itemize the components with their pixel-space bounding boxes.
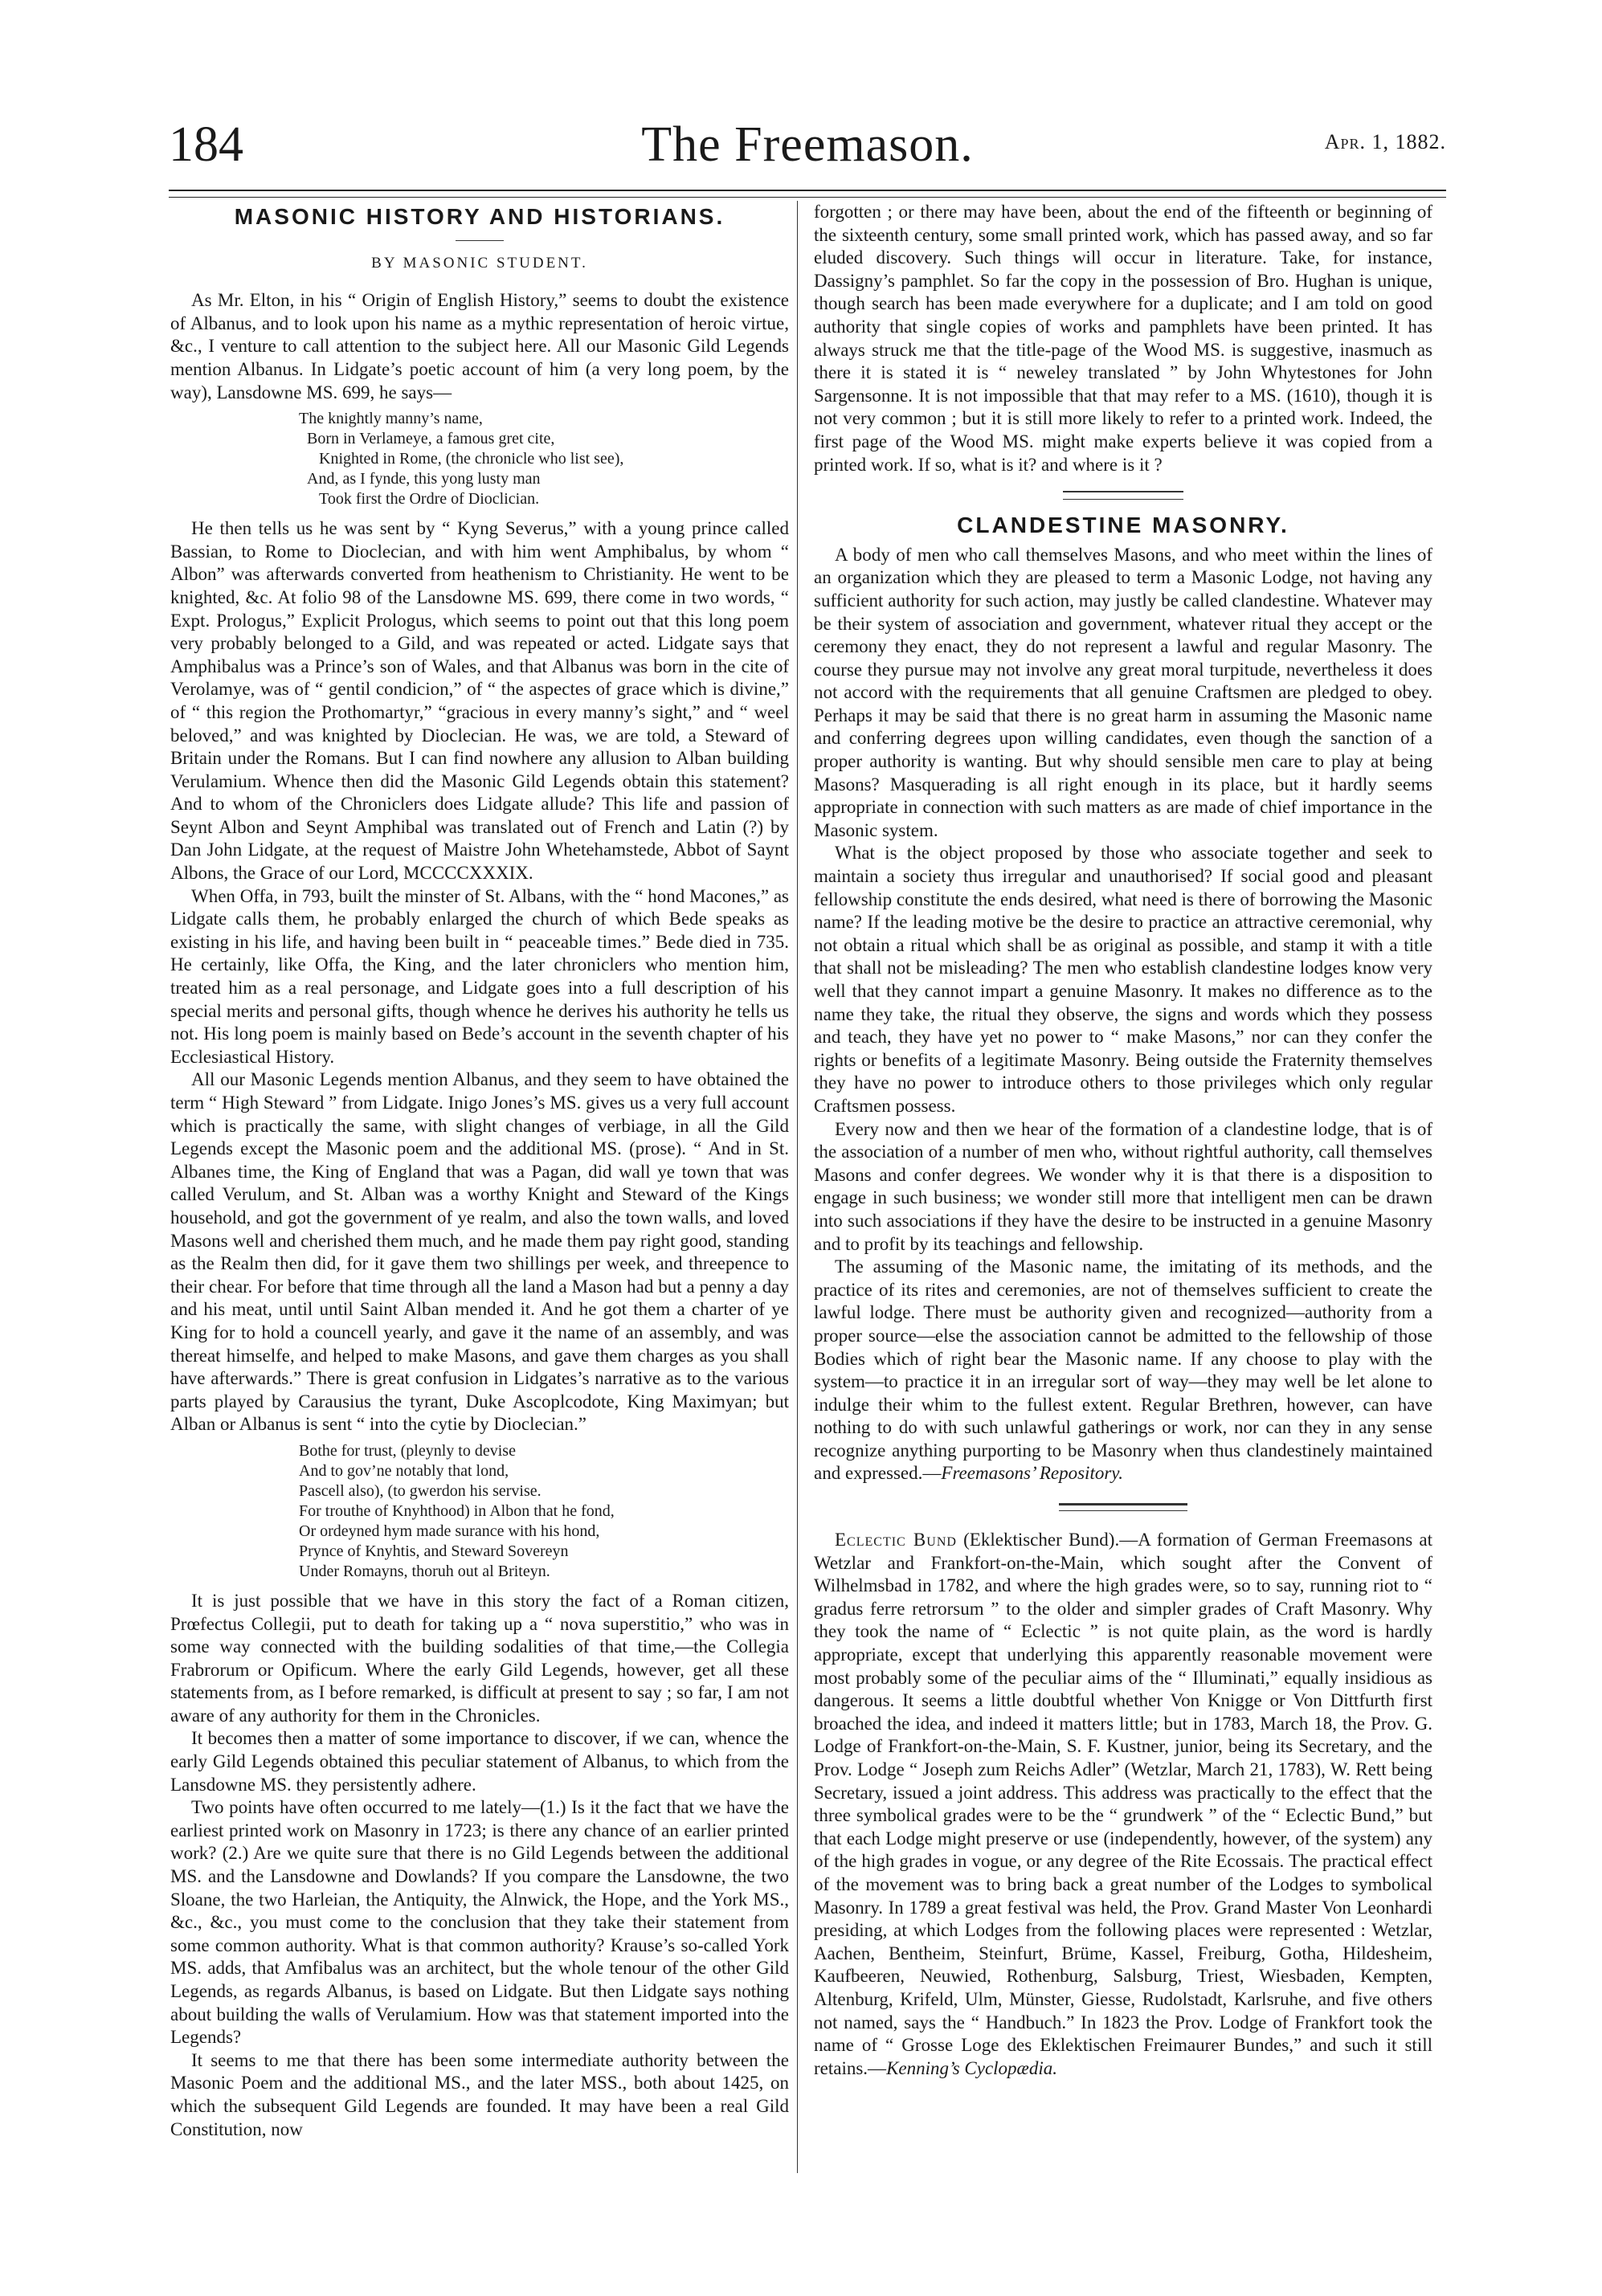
verse-quotation: [170, 1441, 789, 1582]
verse-quotation: [170, 409, 789, 509]
page-number: 184: [169, 117, 243, 172]
verse-line: Pascell also), (to gwerdon his servise.: [299, 1481, 541, 1500]
verse-line: Knighted in Rome, (the chronicle who list see),: [319, 450, 624, 468]
article-byline: BY MASONIC STUDENT.: [170, 240, 789, 276]
paragraph: Two points have often occurred to me lately—(1.) Is it the fact that we have the earliest printed work on Masonry in 1723; is there any chance of an earlier printed work? (2.) Are we quite sure that there is no Gild Legends between the additional MS. and the Lansdowne and Dowlands? If you compare the Lansdowne, the two Sloane, the two Harleian, the Antiquity, the Alnwick, the Hope, and the York MS., &c., &c., you must come to the conclusion that they take their statement from some common authority. What is that common authority? Krause’s so-called York MS. adds, that Amfibalus was an architect, but the whole tenour of the other Gild Legends, as regards Albanus, is based on Lidgate. But then Lidgate says nothing about building the walls of Verulamium. How was that statement imported into the Legends?: [170, 1797, 789, 2048]
verse-line: For trouthe of Knyhthood) in Albon that he fond,: [299, 1501, 615, 1520]
verse-line: Prynce of Knyhtis, and Steward Sovereyn: [299, 1542, 569, 1560]
column-divider: [797, 201, 798, 2173]
encyclopedia-entry: [814, 1529, 1432, 2080]
verse-line: Born in Verlameye, a famous gret cite,: [307, 430, 555, 448]
source-credit: Kenning’s Cyclopædia.: [886, 2057, 1058, 2078]
paragraph: It is just possible that we have in this story the fact of a Roman citizen, Prœfectus Collegii, put to death for taking up a “ nova superstitio,” who was in some way connected with the building sodalities of that time,—the Collegia Frabrorum or Opificum. Where the early Gild Legends, however, get all these statements from, as I before remarked, is difficult at present to say ; so far, I am not aware of any authority for them in the Chronicles.: [170, 1590, 789, 1726]
verse-line: Bothe for trust, (pleynly to devise: [299, 1441, 516, 1460]
paragraph: A body of men who call themselves Masons, and who meet within the lines of an organization which they are pleased to term a Masonic Lodge, not having any sufficient authority for such action, may justly be called clandestine. Whatever may be their system of association and government, whatever ritual they accept or the ceremony they enact, they do not represent a lawful and regular Masonry. The course they pursue may not involve any great moral turpitude, nevertheless it does not accord with the requirements that all genuine Craftsmen are pledged to obey. Perhaps it may be said that there is no great harm in assuming the Masonic name and conferring degrees upon willing candidates, even though the sanction of a proper authority is wanting. But why should sensible men care to play at being Masons? Masquerading is all right enough in its place, but it hardly seems appropriate in connection with such matters as are made of chief importance in the Masonic system.: [814, 544, 1432, 840]
paragraph-text: The assuming of the Masonic name, the imitating of its methods, and the practice of its rites and ceremonies, are not of themselves sufficient to create the lawful lodge. There must be authority given and recognized—authority from a proper source—else the association cannot be admitted to the fellowship of those Bodies which of right bear the Masonic name. If any choose to play with the system—to practice it in an irregular sort of way—they may well be let alone to indulge their whim to the fullest extent. Regular Brethren, however, can have nothing to do with such unlawful gatherings or work, nor can they in any sense recognize anything purporting to be Masonry when thus clandestinely maintained and expressed.—: [814, 1256, 1432, 1484]
source-credit: Freemasons’ Repository.: [941, 1463, 1123, 1484]
paragraph: As Mr. Elton, in his “ Origin of English History,” seems to doubt the existence of Albanus, and to look upon his name as a mythic representation of heroic virtue, &c., I venture to call attention to the subject here. All our Masonic Gild Legends mention Albanus. In Lidgate’s poetic account of him (a very long poem, by the way), Lansdowne MS. 699, he says—: [170, 290, 789, 402]
publication-title: The Freemason.: [641, 117, 974, 172]
verse-line: Or ordeyned hym made surance with his hond,: [299, 1522, 600, 1540]
article-heading-clandestine-masonry: CLANDESTINE MASONRY.: [957, 513, 1289, 538]
section-ornament-rule: [1059, 1503, 1187, 1511]
paragraph: Every now and then we hear of the formation of a clandestine lodge, that is of the association of a number of men who, without rightful authority, call themselves Masons and confer degrees. We wonder why it is that there is a disposition to engage in such business; we wonder still more that intelligent men can be drawn into such associations if they have the desire to be instructed in a genuine Masonry and to profit by its teachings and fellowship.: [814, 1118, 1432, 1254]
entry-text: (Eklektischer Bund).—A formation of German Freemasons at Wetzlar and Frankfort-on-the-Main, which sought after the Convent of Wilhelmsbad in 1782, and where the high grades were, so to say, running riot to “ gradus ferre retrorsum ” to the older and simpler grades of Craft Masonry. Why they took the name of “ Eclectic ” is not quite plain, as the word is hardly appropriate, except that underlying this apparently reasonable movement were most probably some of the peculiar aims of the “ Illuminati,” equally insidious as dangerous. It seems a little doubtful whether Von Knigge or Von Dittfurth first broached the idea, and indeed it matters little; but in 1783, March 18, the Prov. G. Lodge of Frankfort-on-the-Main, S. F. Kustner, junior, being its Secretary, and the Prov. Lodge “ Joseph zum Reichs Adler” (Wetzlar, March 21, 1783), W. Rett being Secretary, issued a joint address. This address was practically to the effect that the three symbolical grades were to be the “ grundwerk ” of the “ Eclectic Bund,” but that each Lodge might preserve or use (independently, however, of the system) any of the high grades in vogue, or any degree of the Rite Ecossais. The practical effect of the movement was to bring back a great number of the Lodges to symbolical Masonry. In 1789 a great festival was held, the Prov. Grand Master Von Leonhardi presiding, at which Lodges from the following places were represented : Wetzlar, Aachen, Bentheim, Steinfurt, Brüme, Kassel, Freiburg, Gotha, Hildesheim, Kaufbeeren, Neuwied, Rothenburg, Salsburg, Triest, Wiesbaden, Kempten, Altenburg, Krifeld, Ulm, Münster, Giesse, Rudolstadt, Karlsruhe, and five others not named, says the “ Handbuch.” In 1823 the Prov. Lodge of Frankfort took the name of “ Grosse Loge des Eklektischen Freimaurer Bundes,” and such it still retains.—: [814, 1530, 1433, 2078]
article-heading-masonic-history: MASONIC HISTORY AND HISTORIANS.: [234, 204, 725, 229]
paragraph: All our Masonic Legends mention Albanus, and they seem to have obtained the term “ High Steward ” from Lidgate. Inigo Jones’s MS. gives us a very full account which is practically the same, with slight changes of verbiage, in all the Gild Legends except the Masonic poem and the additional MS. (prose). “ And in St. Albanes time, the King of England that was a Pagan, did wall ye town that was called Verulum, and St. Alban was a worthy Knight and Steward of the Kings household, and got the government of ye realm, and also the town walls, and loved Masons well and cherished them much, and he made them pay right good, standing as the Realm then did, for it gave them two shillings per week, and threepence to their chear. For before that time through all the land a Mason had but a penny a day and his meat, until until Saint Alban mended it. And he got them a charter of ye King for to hold a councell yearly, and gave it the name of an assembly, and was thereat himselfe, and helped to make Masons, and gave them charges as you shall have afterwards.” There is great confusion in Lidgates’s narrative as to the various parts played by Carausius the tyrant, Duke Ascoplcodote, King Maximyan; but Alban or Albanus is sent “ into the cytie by Dioclecian.”: [170, 1069, 789, 1435]
verse-line: The knightly manny’s name,: [299, 410, 483, 428]
entry-lead: Eclectic Bund: [835, 1530, 957, 1550]
section-ornament-rule: [1063, 491, 1183, 500]
verse-line: Took first the Ordre of Dioclician.: [319, 490, 540, 509]
paragraph: It seems to me that there has been some intermediate authority between the Masonic Poem and the additional MS., and the later MSS., both about 1425, on which the subsequent Gild Legends are founded. It may have been a real Gild Constitution, now: [170, 2049, 789, 2139]
left-column: [170, 201, 789, 2141]
paragraph: When Offa, in 793, built the minster of St. Albans, with the “ hond Macones,” as Lidgate calls them, he probably enlarged the church of which Bede speaks as existing in his life, and having been built in “ peaceable times.” Bede died in 735. He certainly, like Offa, the King, and the later chroniclers who mention him, treated him as a real personage, and Lidgate goes into a full description of his special merits and personal gifts, though whence he derives his authority he tells us not. His long poem is mainly based on Bede’s account in the seventh chapter of his Ecclesiastical History.: [170, 885, 789, 1067]
verse-line: And, as I fynde, this yong lusty man: [307, 470, 541, 488]
masthead: [169, 112, 1446, 185]
right-column: [814, 201, 1432, 2080]
masthead-rule: [169, 190, 1446, 198]
paragraph: forgotten ; or there may have been, about the end of the fifteenth or beginning of the sixteenth century, some small printed work, which has passed away, and so far eluded discovery. Such things will occur in literature. Take, for instance, Dassigny’s pamphlet. So far the copy in the possession of Bro. Hughan is unique, though search has been made everywhere for a duplicate; and I am told on good authority that single copies of works and pamphlets have been printed. It has always struck me that the title-page of the Wood MS. is suggestive, inasmuch as there it is stated it is “ neweley translated ” by John Whytestones for John Sargensonne. It is not impossible that that may refer to a MS. (1610), though it is not very common ; but it is still more likely to refer to a printed work. Indeed, the first page of the Wood MS. might make experts believe it was copied from a printed work. If so, what is it? and where is it ?: [814, 202, 1432, 475]
issue-date: Apr. 1, 1882.: [1324, 130, 1446, 153]
paragraph: It becomes then a matter of some importance to discover, if we can, whence the early Gild Legends obtained this peculiar statement of Albanus, to which from the Lansdowne MS. they persistently adhere.: [170, 1728, 789, 1795]
paragraph: He then tells us he was sent by “ Kyng Severus,” with a young prince called Bassian, to Rome to Dioclecian, and with him went Amphibalus, by whom “ Albon” was afterwards converted from heathenism to Christianity. He went to be knighted, &c. At folio 98 of the Lansdowne MS. 699, there come in two words, “ Expt. Prologus,” Explicit Prologus, which seems to point out that this long poem very probably belonged to a Gild, and was repeated or acted. Lidgate says that Amphibalus was a Prince’s son of Wales, and that Albanus was born in the cite of Verolamye, was of “ gentil condicion,” of “ the aspectes of grace which is divine,” of “ this region the Prothomartyr,” “gracious in every manny’s sight,” and “ weel beloved,” and was knighted by Dioclecian. He was, we are told, a Steward of Britain under the Romans. But I can find nowhere any allusion to Alban building Verulamium. Whence then did the Masonic Gild Legends obtain this statement? And to whom of the Chroniclers does Lidgate allude? This life and passion of Seynt Albon and Seynt Amphibal was translated out of French and Latin (?) by Dan John Lidgate, at the request of Maistre John Whetehamstede, Abbot of Saynt Albons, the Grace of our Lord, MCCCCXXXIX.: [170, 518, 789, 884]
paragraph: [814, 1256, 1432, 1485]
verse-line: And to gov’ne notably that lond,: [299, 1461, 509, 1480]
paragraph: What is the object proposed by those who associate together and seek to maintain a society thus irregular and unauthorised? If social good and pleasant fellowship constitute the ends desired, what need is there of borrowing the Masonic name? If the leading motive be the desire to practice an attractive ceremonial, why not obtain a ritual which shall be as original as possible, and stamp it with a title that shall not be misleading? The men who establish clandestine lodges know very well that they cannot impart a genuine Masonry. It makes no difference as to the name they take, the ritual they observe, the signs and words which they possess and teach, they have yet no power to “ make Masons,” nor can they confer the rights or benefits of a legitimate Masonry. Being outside the Fraternity themselves they have no power to introduce others to those privileges which only regular Craftsmen possess.: [814, 843, 1432, 1116]
verse-line: Under Romayns, thoruh out al Briteyn.: [299, 1562, 550, 1580]
